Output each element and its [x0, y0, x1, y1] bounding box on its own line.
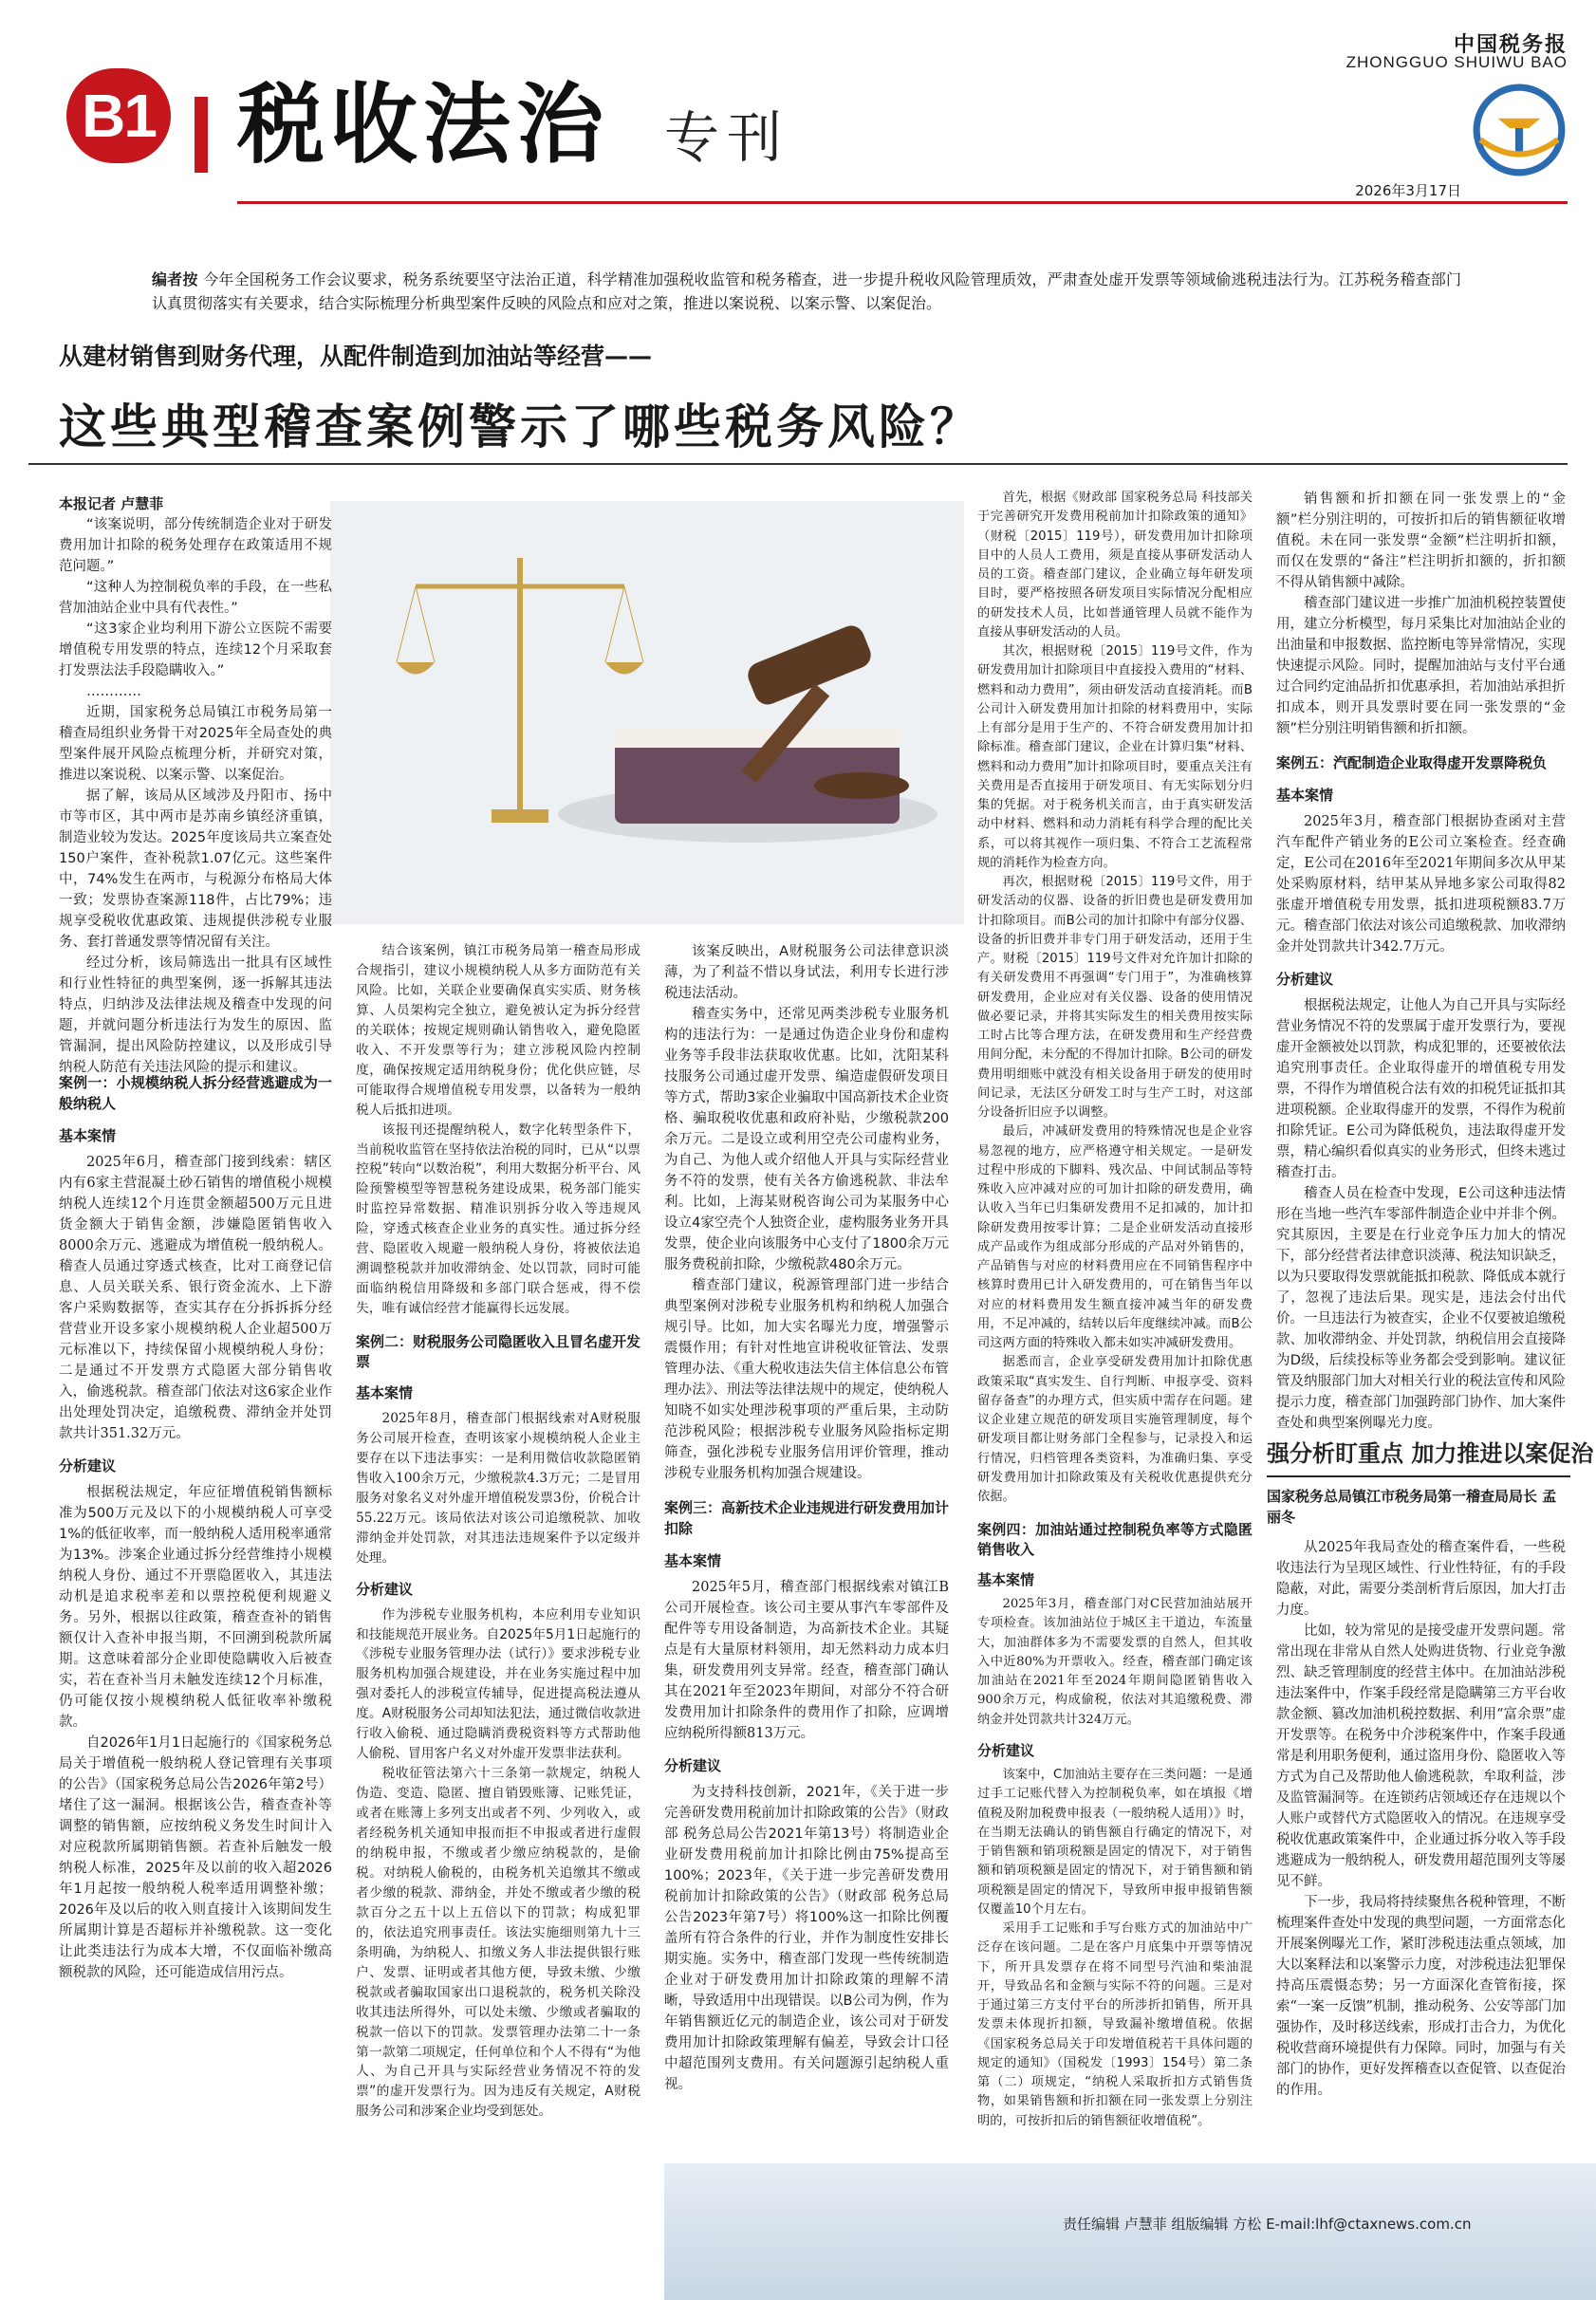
- case1-analysis-paragraph: 结合该案例，镇江市税务局第一稽查局形成合规指引，建议小规模纳税人从多方面防范有关风险。比如，关联企业要确保真实实质、财务核算、人员架构完全独立，避免被认定为拆分经营的关联体；按规定规则确认销售收入，避免隐匿收入、不开发票等行为；建立涉税风险内控制度，确保按规定适用纳税身份；优化供应链，尽可能取得合规增值税专用发票，以备转为一般纳税人后抵扣进项。: [356, 943, 640, 1118]
- editors-credit: 责任编辑 卢慧菲 组版编辑 方松 E-mail:lhf@ctaxnews.com.cn: [1063, 2216, 1472, 2233]
- editor-note-text: 今年全国税务工作会议要求，税务系统要坚守法治正道，科学精准加强税收监管和税务稽查，进一步提升税收风险管理质效，严肃查处虚开发票等领域偷逃税违法行为。江苏税务稽查部门认真贯彻落实有关要求，结合实际梳理分析典型案件反映的风险点和应对之策，推进以案说税、以案示警、以案促治。: [152, 270, 1461, 312]
- case4-basic: 2025年3月，稽查部门对C民营加油站展开专项检查。该加油站位于城区主干道边，车流量大，加油群体多为不需要发票的自然人，但其收入中近80%为开票收入。经查，稽查部门确定该加油站在2021年至2024年期间隐匿销售收入900余万元，构成偷税，依法对其追缴税费、滞纳金并处罚款共计324万元。: [977, 1597, 1253, 1727]
- case2-analysis-heading: 分析建议: [356, 1580, 414, 1598]
- intro-paragraph: “这种人为控制税负率的手段，在一些私营加油站企业中具有代表性。”: [59, 580, 332, 616]
- sidebar-rule: [1267, 1475, 1570, 1477]
- scales-and-gavel-photo: [330, 501, 964, 924]
- sidebar-paragraph: 比如，较为常见的是接受虚开发票问题。常常出现在非常从自然人处购进货物、行业竞争激烈、缺乏管理制度的经营主体中。在加油站涉税违法案件中，作案手段经常是隐瞒第三方平台收款金额、篡改加油机税控数据、利用“富余票”虚开发票等。在税务中介涉税案件中，作案手段通常是利用职务便利，通过盗用身份、隐匿收入等方式为自己及帮助他人偷逃税款，牟取利益，涉及监管漏洞等。在连锁药店领域还存在违规以个人账户或替代方式隐匿收入的情况。在违规享受税收优惠政策案件中，企业通过拆分收入等手段逃避成为一般纳税人，研发费用超范围列支等屡见不鲜。: [1276, 1623, 1566, 1889]
- intro-paragraph: …………: [86, 684, 141, 699]
- case3-basic-heading: 基本案情: [664, 1552, 722, 1569]
- article-kicker: 从建材销售到财务代理，从配件制造到加油站等经营——: [59, 343, 653, 370]
- case5-analysis-paragraph: 稽查人员在检查中发现，E公司这种违法情形在当地一些汽车零部件制造企业中并非个例。究其原因，主要是在行业竞争压力加大的情况下，部分经营者法律意识淡薄、税法知识缺乏，以为只要取得发票就能抵扣税款、降低成本就行了，忽视了违法后果。现实是，违法会付出代价。一旦违法行为被查实，企业不仅要被追缴税款、加收滞纳金、并处罚款，纳税信用会直接降为D级，后续投标等业务都会受到影响。建议征管及纳服部门加大对相关行业的税法宣传和风险提示力度，稽查部门加强跨部门协作、加大案件查处和典型案例曝光力度。: [1276, 1186, 1566, 1431]
- masthead-accent-bar: [195, 97, 208, 173]
- case2-analysis-paragraph: 税收征管法第六十三条第一款规定，纳税人伪造、变造、隐匿、擅自销毁账簿、记账凭证，或者在账簿上多列支出或者不列、少列收入，或者经税务机关通知申报而拒不申报或者进行虚假的纳税申报，不缴或者少缴应纳税款的，是偷税。对纳税人偷税的，由税务机关追缴其不缴或者少缴的税款、滞纳金，并处不缴或者少缴的税款百分之五十以上五倍以下的罚款；构成犯罪的，依法追究刑事责任。该法实施细则第九十三条明确，为纳税人、扣缴义务人非法提供银行账户、发票、证明或者其他方便，导致未缴、少缴税款或者骗取国家出口退税款的，税务机关除没收其违法所得外，可以处未缴、少缴或者骗取的税款一倍以下的罚款。发票管理办法第二十一条第一款第二项规定，任何单位和个人不得有“为他人、为自己开具与实际经营业务情况不符的发票”的虚开发票行为。因为违反有关规定，A财税服务公司和涉案企业均受到惩处。: [356, 1766, 640, 2120]
- case4-analysis-paragraph: 采用手工记账和手写台账方式的加油站中广泛存在该问题。二是在客户月底集中开票等情况下，所开具发票存在将不同型号汽油和柴油混开，导致品名和金额与实际不符的问题。三是对于通过第三方支付平台的所涉折扣销售，所开具发票未体现折扣额，导致漏补缴增值税。依据《国家税务总局关于印发增值税若干具体问题的规定的通知》（国税发〔1993〕154号）第二条第（二）项规定，“纳税人采取折扣方式销售货物，如果销售额和折扣额在同一张发票上分别注明的，可按折扣后的销售额征收增值税”。: [977, 1921, 1253, 2128]
- case3-analysis-paragraph: 据悉而言，企业享受研发费用加计扣除优惠政策采取“真实发生、自行判断、申报享受、资料留存备查”的办理方式，但实质中需存在问题。建议企业建立规范的研发项目实施管理制度，每个研发项目都让财务部门全程参与，记录投入和运行情况，归档管理各类资料，为准确归集、享受研发费用加计扣除政策及有关税收优惠提供充分依据。: [977, 1355, 1253, 1504]
- case3-title: 案例三：高新技术企业违规进行研发费用加计扣除: [664, 1499, 950, 1537]
- case3-basic: 2025年5月，稽查部门根据线索对镇江B公司开展检查。该公司主要从事汽车零部件及配件等专用设备制造，为高新技术企业。其疑点是有大量原材料领用，却无然料动力成本归集，研发费用列支异常。经查，稽查部门确认其在2021年至2023年期间，对部分不符合研发费用加计扣除条件的费用作了扣除，应调增应纳税所得额813万元。: [664, 1580, 949, 1741]
- editor-note: [152, 268, 1461, 315]
- case1-analysis-paragraph: 根据税法规定，年应征增值税销售额标准为500万元及以下的小规模纳税人可享受1%的低征收率，而一般纳税人适用税率通常为13%。涉案企业通过拆分经营维持小规模纳税人身份、通过不开票隐匿收入，其违法动机是追求税率差和以票控税便利规避义务。另外，根据以往政策，稽查查补的销售额仅计入查补申报当期，不回溯到税款所属期。这意味着部分企业即使隐瞒收入后被查实，若在查补当月未触发连续12个月标准，仍可能仅按小规模纳税人低征收率补缴税款。: [59, 1485, 332, 1730]
- case3-analysis-paragraph: 最后，冲减研发费用的特殊情况也是企业容易忽视的地方，应严格遵守相关规定。一是研发过程中形成的下脚料、残次品、中间试制品等特殊收入应冲减对应的可加计扣除的研发费用，确认收入当年已归集研发费用不足扣减的，加计扣除研发费用按零计算；二是企业研发活动直接形成产品或作为组成部分形成的产品对外销售的，产品销售与对应的材料费用应在不同销售程序中核算时费用已计入研发费用的，可在销售当年以对应的材料费用发生额直接冲减当年的研发费用，不足冲减的，结转以后年度继续冲减。而B公司这两方面的特殊收入都未如实冲减研发费用。: [977, 1124, 1253, 1350]
- case3-analysis-paragraph: 其次，根据财税〔2015〕119号文件，作为研发费用加计扣除项目中直接投入费用的“材料、燃料和动力费用”，须由研发活动直接消耗。而B公司计入研发费用加计扣除的材料费用中，实际上有部分是用于生产的、不符合研发费用加计扣除标准。稽查部门建议，企业在计算归集“材料、燃料和动力费用”加计扣除项目时，要重点关注有关费用是否直接用于研发项目、有无实际划分归集的凭据。对于税务机关而言，由于真实研发活动中材料、燃料和动力消耗有科学合理的配比关系，可以将其视作一项归集、不符合工艺流程常规的消耗作为检查方向。: [977, 644, 1253, 870]
- case5-basic: 2025年3月，稽查部门根据协查函对主营汽车配件产销业务的E公司立案检查。经查确定，E公司在2016年至2021年期间多次从甲某处采购原材料，结甲某从异地多家公司取得82张虚开增值税专用发票，抵扣进项税额83.7万元。稽查部门依法对该公司追缴税款、加收滞纳金并处罚款共计342.7万元。: [1276, 814, 1566, 955]
- section-title: 税收法治: [237, 74, 610, 176]
- paper-name-cn: 中国税务报: [1453, 33, 1568, 57]
- sidebar-byline: 国家税务总局镇江市税务局第一稽查局局长 孟丽冬: [1267, 1488, 1557, 1526]
- intro-paragraph: “这3家企业均利用下游公立医院不需要增值税专用发票的特点，连续12个月采取套打发票法法手段隐瞒收入。”: [59, 621, 332, 678]
- case5-analysis-paragraph: 根据税法规定，让他人为自己开具与实际经营业务情况不符的发票属于虚开发票行为，要视虚开金额被处以罚款，构成犯罪的，还要被依法追究刑事责任。企业取得虚开的增值税专用发票，不得作为增值税合法有效的扣税凭证抵扣其进项税额。企业取得虚开的发票，不得作为税前扣除凭证。E公司为降低税负，违法取得虚开发票，精心编织看似真实的业务形式，但终未逃过稽查打击。: [1276, 998, 1566, 1180]
- intro-paragraph: 据了解，该局从区域涉及丹阳市、扬中市等市区，其中两市是苏南乡镇经济重镇，制造业较为发达。2025年度该局共立案查处150户案件，查补税款1.07亿元。这些案件中，74%发生在两市，与税源分布格局大体一致；发票协查案源118件，占比79%；违规享受税收优惠政策、违规提供涉税专业服务、套打普通发票等情况留有关注。: [59, 788, 332, 950]
- case4-basic-heading: 基本案情: [977, 1570, 1035, 1588]
- case3-analysis-heading: 分析建议: [664, 1757, 722, 1774]
- article-column-3: [664, 941, 949, 2095]
- article-column-5: [1276, 489, 1566, 1434]
- sidebar-paragraph: 从2025年我局查处的稽查案件看，一些税收违法行为呈现区域性、行业性特征，有的手段隐蔽，对此，需要分类剖析背后原因，加大打击力度。: [1276, 1540, 1566, 1618]
- masthead-rule: [237, 201, 1568, 204]
- case1-basic-heading: 基本案情: [59, 1127, 117, 1144]
- case1-analysis-heading: 分析建议: [59, 1457, 117, 1475]
- case2-analysis-paragraph: 作为涉税专业服务机构，本应利用专业知识和技能规范开展业务。自2025年5月1日起施行的《涉税专业服务管理办法（试行）》要求涉税专业服务机构加强合规建设，并在业务实施过程中加强对委托人的涉税宣传辅导，促进提高税法遵从度。A财税服务公司却知法犯法，通过微信收款进行收入偷税、通过隐瞒消费税资料等方式帮助他人偷税、冒用客户名义对外虚开发票非法获利。: [356, 1606, 640, 1762]
- case2-analysis-paragraph: 稽查部门建议，税源管理部门进一步结合典型案例对涉税专业服务机构和纳税人加强合规引导。比如，加大实名曝光力度，增强警示震慑作用；有针对性地宣讲税收征管法、发票管理办法、《重大税收违法失信主体信息公布管理办法》、刑法等法律法规中的规定，使纳税人知晓不如实处理涉税事项的严重后果，主动防范涉税风险；根据涉税专业服务风险指标定期筛查，强化涉税专业服务信用评价管理，推动涉税专业服务机构加强合规建设。: [664, 1278, 949, 1481]
- case1-analysis-paragraph: 该报刊还提醒纳税人，数字化转型条件下，当前税收监管在坚持依法治税的同时，已从“以票控税”转向“以数治税”，利用大数据分析平台、风险预警模型等智慧税务建设成果，税务部门能实时监控异常数据、精准识别拆分收入等违规风险，穿透式核查企业业务的真实性。通过拆分经营、隐匿收入规避一般纳税人身份，将被依法追溯调整税款并加收滞纳金、处以罚款，同时可能面临纳税信用降级和多部门联合惩戒，得不偿失，唯有诚信经营才能赢得长远发展。: [356, 1122, 640, 1317]
- case2-basic-heading: 基本案情: [356, 1384, 414, 1402]
- case2-title: 案例二：财税服务公司隐匿收入且冒名虚开发票: [356, 1333, 641, 1371]
- newspaper-logo-icon: [1471, 82, 1568, 178]
- sidebar-paragraph: 下一步，我局将持续聚焦各税种管理，不断梳理案件查处中发现的典型问题，一方面常态化开展案例曝光工作，紧盯涉税违法重点领域，加大以案释法和以案警示力度，对涉税违法犯罪保持高压震慑态势；另一方面深化查管衔接，探索“一案一反馈”机制，推动税务、公安等部门加强协作，及时移送线索，形成打击合力，为优化税收营商环境提供有力保障。同时，加强与有关部门的协作，更好发挥稽查以查促管、以查促治的作用。: [1276, 1895, 1566, 2098]
- case2-analysis-paragraph: 稽查实务中，还常见两类涉税专业服务机构的违法行为：一是通过伪造企业身份和虚构业务等手段非法获取收优惠。比如，沈阳某科技服务公司通过虚开发票、编造虚假研发项目等方式，帮助3家企业骗取中国高新技术企业资格、骗取税收优惠和政府补贴，少缴税款200余万元。二是设立或利用空壳公司虚构业务，为自己、为他人或介绍他人开具与实际经营业务不符的发票，使有关各方偷逃税款、非法牟利。比如，上海某财税咨询公司为某服务中心设立4家空壳个人独资企业，虚构服务业务开具发票，使企业向该服务中心支付了1800余万元服务费税前扣除，少缴税款480余万元。: [664, 1007, 949, 1272]
- paper-name-en: ZHONGGUO SHUIWU BAO: [1345, 53, 1568, 71]
- case1-basic: 2025年6月，稽查部门接到线索：辖区内有6家主营混凝土砂石销售的增值税小规模纳税人连续12个月连贯金额超500万元且进货金额大于销售金额，涉嫌隐匿销售收入8000余万元、逃避成为增值税一般纳税人。稽查人员通过穿透式核查，比对工商登记信息、人员关联关系、银行资金流水、上下游客户采购数据等，查实其存在分拆拆拆分经营营业开设多家小规模纳税人企业超500万元标准以下，持续保留小规模纳税人身份；二是通过不开发票方式隐匿大部分销售收入，偷逃税款。稽查部门依法对这6家企业作出处理处罚决定，追缴税费、滞纳金并处罚款共计351.32万元。: [59, 1155, 332, 1441]
- case5-basic-heading: 基本案情: [1276, 787, 1334, 804]
- article-column-1: [59, 493, 332, 1078]
- sidebar-headline: 强分析盯重点 加力推进以案促治: [1267, 1440, 1594, 1467]
- case3-analysis-paragraph: 再次，根据财税〔2015〕119号文件，用于研发活动的仪器、设备的折旧费也是研发费用加计扣除项目。而B公司的加计扣除中有部分仪器、设备的折旧费并非专门用于研发活动，还用于生产。财税〔2015〕119号文件对允许加计扣除的有关研发费用不再强调“专门用于”，为准确核算研发费用，企业应对有关仪器、设备的使用情况做必要记录，并将其实际发生的相关费用按实际工时占比等合理方法，在研发费用和生产经营费用间分配，未分配的不得加计扣除。B公司的研发费用明细账中就没有相关设备用于研发的使用时间记录，无法区分研发工时与生产工时，对这部分设备折旧应予以调整。: [977, 875, 1253, 1120]
- case2-analysis-paragraph: 该案反映出，A财税服务公司法律意识淡薄，为了利益不惜以身试法，利用专长进行涉税违法活动。: [664, 944, 949, 1001]
- case4-analysis-paragraph: 销售额和折扣额在同一张发票上的“金额”栏分别注明的，可按折扣后的销售额征收增值税。未在同一张发票“金额”栏注明折扣额，而仅在发票的“备注”栏注明折扣额的，折扣额不得从销售额中减除。: [1276, 492, 1566, 590]
- section-badge: B1: [66, 68, 171, 163]
- headline-rule: [28, 463, 1568, 465]
- case5-title: 案例五：汽配制造企业取得虚开发票降税负: [1276, 754, 1548, 771]
- issue-date: 2026年3月17日: [1355, 182, 1461, 199]
- intro-paragraph: 经过分析，该局筛选出一批具有区域性和行业性特征的典型案例，逐一拆解其违法特点，归纳涉及法律法规及稽查中发现的问题，并就问题分析违法行为发生的原因、监管漏洞，提出风险防控建议，以及形成引导纳税人防范有关违法风险的提示和建议。: [59, 955, 332, 1075]
- article-column-2: [356, 941, 640, 2122]
- article-headline: 这些典型稽查案例警示了哪些税务风险？: [59, 399, 981, 454]
- article-column-1-lower: [59, 1059, 332, 1983]
- intro-paragraph: “该案说明，部分传统制造企业对于研发费用加计扣除的税务处理存在政策适用不规范问题。”: [59, 517, 332, 574]
- article-column-4: [977, 489, 1253, 2131]
- case1-title: 案例一：小规模纳税人拆分经营逃避成为一般纳税人: [59, 1074, 332, 1112]
- case1-analysis-paragraph: 自2026年1月1日起施行的《国家税务总局关于增值税一般纳税人登记管理有关事项的公告》（国家税务总局公告2026年第2号）堵住了这一漏洞。根据该公告，稽查查补等调整的销售额，应按纳税义务发生时间计入对应税款所属期销售额。若查补后触发一般纳税人标准，2025年及以前的收入超2026年1月起按一般纳税人税率适用调整补缴；2026年及以后的收入则直接计入该期间发生所属期计算是否超标并补缴税款。这一变化让此类违法行为成本大增，不仅面临补缴高额税款的风险，还可能造成信用污点。: [59, 1735, 332, 1980]
- case3-analysis-paragraph: 为支持科技创新，2021年，《关于进一步完善研发费用税前加计扣除政策的公告》（财政部 税务总局公告2021年第13号）将制造业企业研发费用税前加计扣除比例由75%提高至100%；2023年，《关于进一步完善研发费用税前加计扣除政策的公告》（财政部 税务总局公告2023年第7号）将100%这一扣除比例覆盖所有符合条件的行业，并作为制度性安排长期实施。实务中，稽查部门发现一些传统制造企业对于研发费用加计扣除政策的理解不清晰，导致适用中出现错误。以B公司为例，作为年销售额近亿元的制造企业，该公司对于研发费用加计扣除政策理解有偏差，导致会计口径中超范围列支费用。有关问题源引起纳税人重视。: [664, 1785, 949, 2092]
- case4-title: 案例四：加油站通过控制税负率等方式隐匿销售收入: [977, 1521, 1253, 1558]
- editor-note-label: 编者按: [152, 270, 204, 288]
- case4-analysis-heading: 分析建议: [977, 1741, 1035, 1759]
- case4-analysis-paragraph: 该案中，C加油站主要存在三类问题：一是通过手工记账代替入为控制税负率，如在填报《增值税及附加税费申报表（一般纳税人适用）》时，在当期无法确认的销售额自行确定的情况下，对于销售额和销项税额是固定的情况下，对于销售额和销项税额是固定的情况下，对于销售额和销项税额是固定的情况下，导致所申报申报销售额仅覆盖10个月左右。: [977, 1768, 1253, 1917]
- byline: 本报记者 卢慧菲: [59, 495, 164, 512]
- section-subtitle: 专刊: [664, 105, 790, 170]
- sidebar-body: [1276, 1537, 1566, 2101]
- case4-analysis-paragraph: 稽查部门建议进一步推广加油机税控装置使用，建立分析模型，每月采集比对加油站企业的出油量和申报数据、监控断电等异常情况，实现快速提示风险。同时，提醒加油站与支付平台通过合同约定油品折扣优惠承担，若加油站承担折扣成本，则开具发票时要在同一张发票的“金额”栏分别注明销售额和折扣额。: [1276, 596, 1566, 736]
- intro-paragraph: 近期，国家税务总局镇江市税务局第一稽查局组织业务骨干对2025年全局查处的典型案件展开风险点梳理分析，并研究对策，推进以案说税、以案示警、以案促治。: [59, 705, 332, 783]
- case2-basic: 2025年8月，稽查部门根据线索对A财税服务公司展开检查，查明该家小规模纳税人企业主要存在以下违法事实：一是利用微信收款隐匿销售收入100余万元，少缴税款4.3万元；二是冒用服务对象名义对外虚开增值税发票3份，价税合计55.22万元。该局依法对该公司追缴税款、加收滞纳金并处罚款，对其违法违规案件予以定级并处理。: [356, 1410, 640, 1566]
- case3-analysis-paragraph: 首先，根据《财政部 国家税务总局 科技部关于完善研究开发费用税前加计扣除政策的通知》（财税〔2015〕119号），研发费用加计扣除项目中的人员人工费用，须是直接从事研发活动人员的工资。稽查部门建议，企业确立每年研发项目时，要严格按照各研发项目实际情况分配相应的研发技术人员，比如普通管理人员就不能作为直接从事研发活动的人员。: [977, 491, 1253, 640]
- case5-analysis-heading: 分析建议: [1276, 971, 1334, 988]
